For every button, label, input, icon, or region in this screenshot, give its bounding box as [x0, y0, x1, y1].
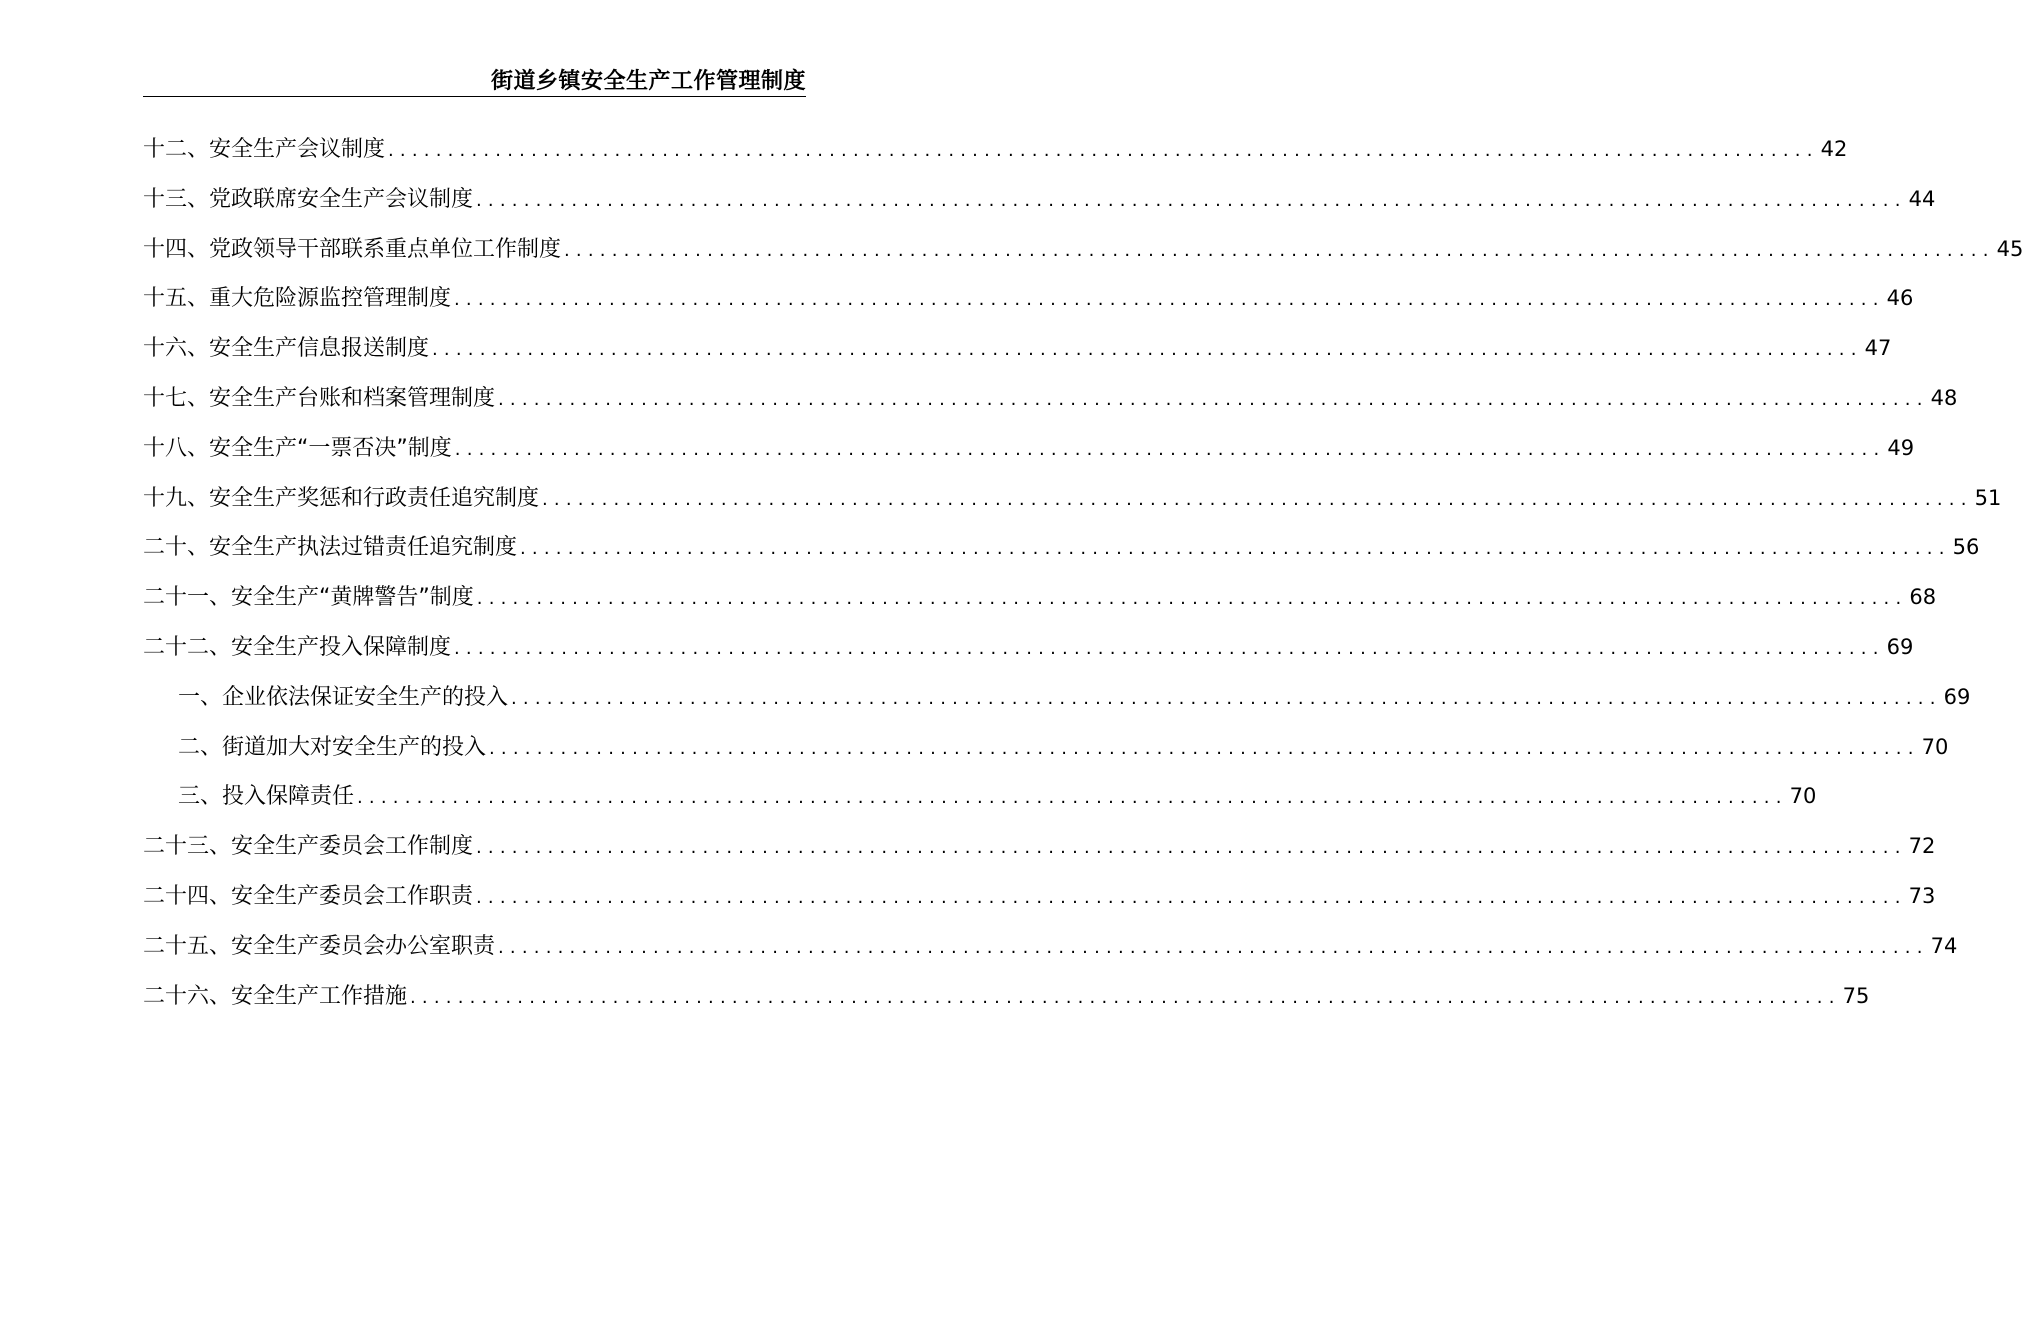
toc-page-number: 45 [1996, 236, 2023, 261]
toc-dot-leader: ........................................................................................................................ [454, 438, 1886, 460]
toc-page-number: 48 [1930, 385, 1958, 410]
toc-entry-title: 二十三、安全生产委员会工作制度 [143, 834, 474, 860]
toc-entry[interactable] [143, 477, 2002, 527]
toc-dot-leader: ........................................................................................................................ [498, 388, 1929, 410]
toc-entry-title: 二十、安全生产执法过错责任追究制度 [143, 535, 518, 561]
toc-dot-leader: ........................................................................................................................ [388, 140, 1819, 161]
toc-entry[interactable] [143, 726, 1949, 776]
toc-entry-title: 二十二、安全生产投入保障制度 [143, 634, 452, 660]
toc-page-number: 70 [1921, 734, 1949, 759]
toc-entry-title: 十六、安全生产信息报送制度 [143, 336, 430, 362]
toc-page-number: 69 [1886, 634, 1914, 659]
toc-entry-title: 三、投入保障责任 [178, 784, 355, 810]
page-header [143, 58, 806, 97]
toc-entry-title: 十二、安全生产会议制度 [143, 137, 386, 162]
toc-entry[interactable] [143, 377, 1958, 427]
toc-page-number: 73 [1908, 883, 1936, 908]
toc-dot-leader: ........................................................................................................................ [410, 986, 1841, 1008]
toc-page-number: 42 [1820, 137, 1848, 161]
toc-entry[interactable] [143, 327, 1892, 377]
toc-dot-leader: ........................................................................................................................ [476, 886, 1907, 908]
toc-entry[interactable] [143, 825, 1936, 875]
toc-dot-leader: ........................................................................................................................ [476, 588, 1908, 610]
toc-dot-leader: ........................................................................................................................ [564, 239, 1995, 261]
toc-page-number: 47 [1864, 336, 1892, 361]
toc-page-number: 51 [1974, 485, 2002, 510]
toc-dot-leader: ........................................................................................................................ [498, 936, 1929, 958]
toc-dot-leader: ........................................................................................................................ [511, 687, 1942, 709]
toc-entry-title: 二十四、安全生产委员会工作职责 [143, 883, 474, 909]
toc-page-number: 49 [1887, 435, 1915, 460]
toc-entry-title: 十四、党政领导干部联系重点单位工作制度 [143, 236, 562, 262]
toc-entry-title: 一、企业依法保证安全生产的投入 [178, 684, 509, 710]
toc-entry[interactable] [143, 277, 1914, 327]
toc-entry-title: 十五、重大危险源监控管理制度 [143, 286, 452, 312]
toc-dot-leader: ........................................................................................................................ [476, 837, 1907, 859]
toc-entry[interactable] [143, 676, 1971, 726]
toc-dot-leader: ........................................................................................................................ [542, 488, 1973, 510]
toc-dot-leader: ........................................................................................................................ [432, 339, 1863, 361]
toc-page-number: 46 [1886, 286, 1914, 311]
toc-entry[interactable] [143, 975, 1870, 1025]
toc-entry[interactable] [143, 178, 1936, 228]
toc-entry-title: 二十六、安全生产工作措施 [143, 983, 408, 1009]
toc-entry[interactable] [143, 228, 2023, 278]
toc-page-number: 69 [1943, 684, 1971, 709]
toc-entry[interactable] [143, 128, 1848, 178]
toc-page-number: 68 [1909, 585, 1937, 610]
toc-page-number: 56 [1952, 535, 1980, 560]
table-of-contents [143, 128, 2023, 1024]
toc-entry[interactable] [143, 427, 1915, 477]
toc-entry-title: 十九、安全生产奖惩和行政责任追究制度 [143, 485, 540, 511]
toc-entry-title: 二、街道加大对安全生产的投入 [178, 734, 487, 760]
toc-dot-leader: ........................................................................................................................ [454, 289, 1885, 311]
toc-dot-leader: ........................................................................................................................ [520, 538, 1951, 560]
document-title: 街道乡镇安全生产工作管理制度 [490, 69, 806, 94]
toc-entry[interactable] [143, 576, 1937, 626]
toc-entry[interactable] [143, 925, 1958, 975]
toc-entry[interactable] [143, 526, 1980, 576]
toc-entry[interactable] [143, 775, 1817, 825]
toc-dot-leader: ........................................................................................................................ [454, 637, 1885, 659]
toc-dot-leader: ........................................................................................................................ [357, 787, 1788, 809]
toc-entry-title: 二十五、安全生产委员会办公室职责 [143, 933, 496, 959]
toc-page-number: 74 [1930, 933, 1958, 958]
toc-dot-leader: ........................................................................................................................ [476, 189, 1907, 211]
toc-entry-title: 二十一、安全生产“黄牌警告”制度 [143, 585, 474, 611]
toc-entry[interactable] [143, 626, 1914, 676]
toc-page-number: 72 [1908, 834, 1936, 859]
toc-dot-leader: ........................................................................................................................ [489, 737, 1920, 759]
toc-page-number: 75 [1842, 983, 1870, 1008]
toc-entry[interactable] [143, 875, 1936, 925]
toc-entry-title: 十八、安全生产“一票否决”制度 [143, 435, 452, 461]
toc-entry-title: 十三、党政联席安全生产会议制度 [143, 186, 474, 212]
toc-page-number: 70 [1789, 784, 1817, 809]
toc-entry-title: 十七、安全生产台账和档案管理制度 [143, 385, 496, 411]
toc-page-number: 44 [1908, 186, 1936, 211]
